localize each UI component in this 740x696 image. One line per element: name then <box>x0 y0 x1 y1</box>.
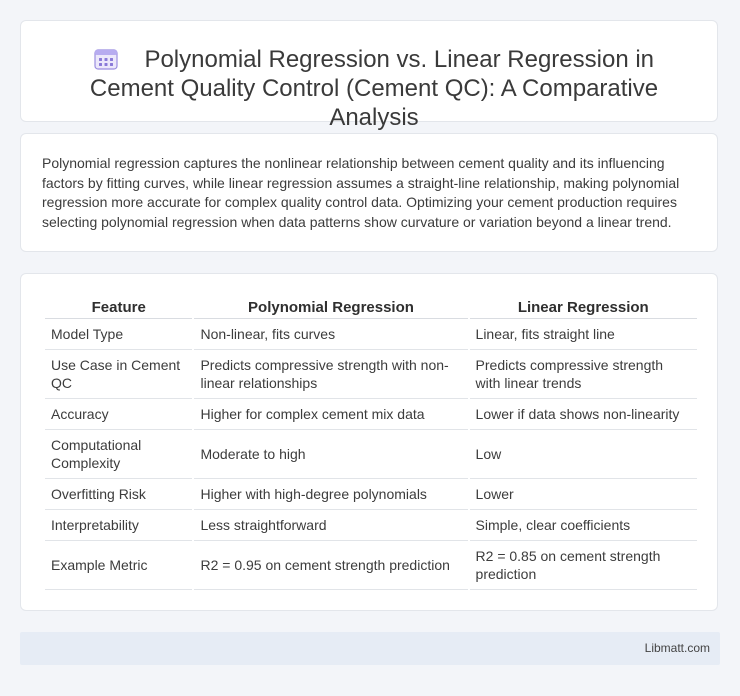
header-linear: Linear Regression <box>470 296 697 319</box>
linear-cell: R2 = 0.85 on cement strength prediction <box>470 541 697 590</box>
table-row <box>45 399 697 430</box>
feature-cell: Use Case in Cement QC <box>45 350 192 399</box>
linear-cell: Lower <box>470 479 697 510</box>
linear-cell: Simple, clear coefficients <box>470 510 697 541</box>
table-row <box>45 541 697 590</box>
table-header-row <box>45 296 697 319</box>
header-feature: Feature <box>45 296 192 319</box>
description-card <box>20 133 718 252</box>
feature-cell: Interpretability <box>45 510 192 541</box>
table-row <box>45 430 697 479</box>
polynomial-cell: Moderate to high <box>194 430 467 479</box>
feature-cell: Example Metric <box>45 541 192 590</box>
table-row <box>45 319 697 350</box>
header-polynomial: Polynomial Regression <box>194 296 467 319</box>
linear-cell: Low <box>470 430 697 479</box>
linear-cell: Predicts compressive strength with linear trends <box>470 350 697 399</box>
polynomial-cell: Predicts compressive strength with non-linear relationships <box>194 350 467 399</box>
linear-cell: Linear, fits straight line <box>470 319 697 350</box>
feature-cell: Overfitting Risk <box>45 479 192 510</box>
table-row <box>45 479 697 510</box>
calendar-icon <box>94 48 118 70</box>
table-row <box>45 510 697 541</box>
polynomial-cell: Higher with high-degree polynomials <box>194 479 467 510</box>
table-row <box>45 350 697 399</box>
footer-brand-link[interactable]: Libmatt.com <box>644 641 710 655</box>
title-card <box>20 20 718 131</box>
polynomial-cell: R2 = 0.95 on cement strength prediction <box>194 541 467 590</box>
description-text: Polynomial regression captures the nonlinear relationship between cement quality and its influencing factors by fitting curves, while linear regression assumes a straight-line relationship, making polynomial regression more accurate for complex quality control data. Optimizing your cement production requires selecting polynomial regression when data patterns show curvature or variation beyond a linear trend. <box>42 155 680 230</box>
footer <box>20 632 720 665</box>
polynomial-cell: Higher for complex cement mix data <box>194 399 467 430</box>
polynomial-cell: Non-linear, fits curves <box>194 319 467 350</box>
page-title: Polynomial Regression vs. Linear Regression in Cement Quality Control (Cement QC): A Comparative Analysis <box>89 46 659 131</box>
title-wrap <box>51 45 697 132</box>
comparison-table-card <box>20 273 718 611</box>
feature-cell: Computational Complexity <box>45 430 192 479</box>
comparison-table <box>43 296 699 590</box>
linear-cell: Lower if data shows non-linearity <box>470 399 697 430</box>
polynomial-cell: Less straightforward <box>194 510 467 541</box>
feature-cell: Model Type <box>45 319 192 350</box>
feature-cell: Accuracy <box>45 399 192 430</box>
